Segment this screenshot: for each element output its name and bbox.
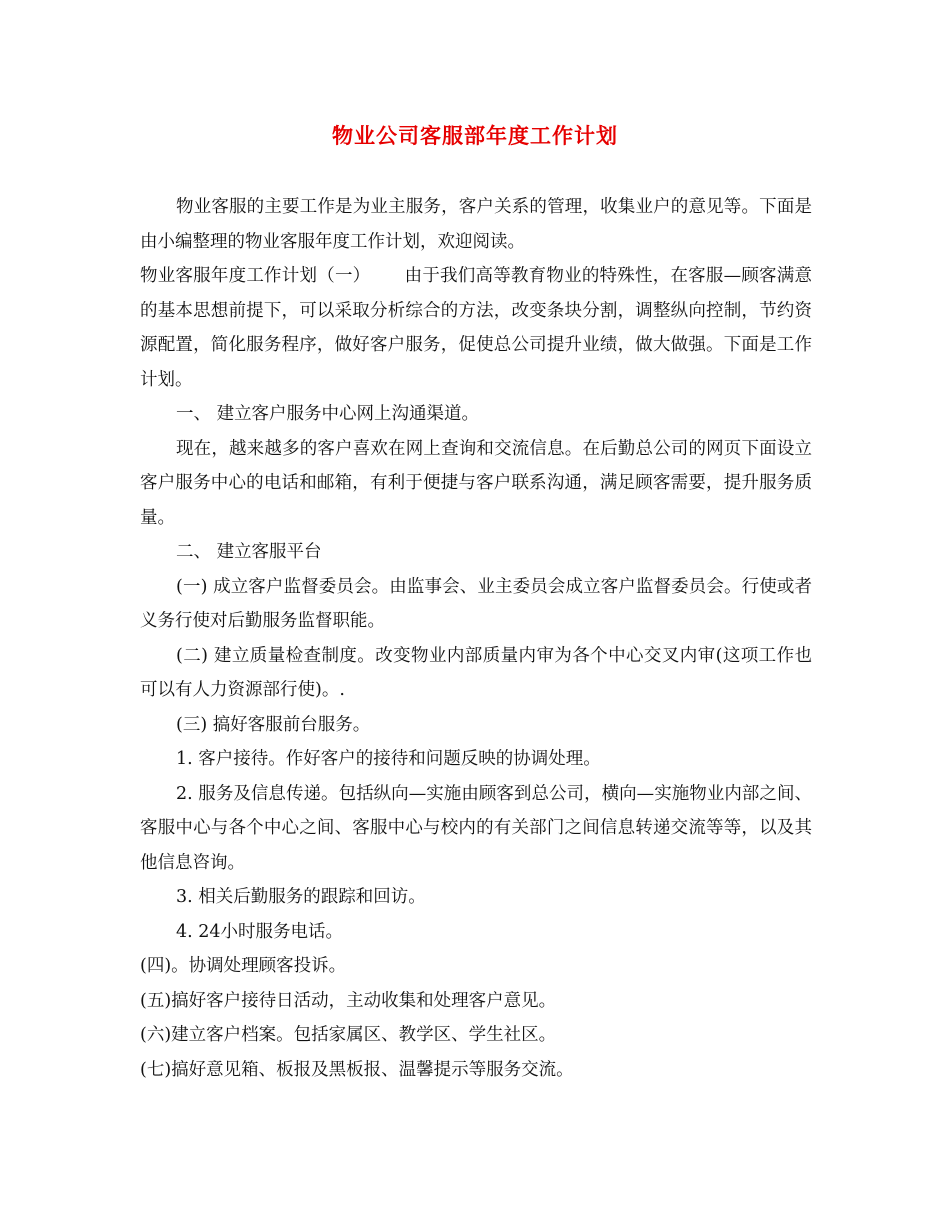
list-item: 2. 服务及信息传递。包括纵向—实施由顾客到总公司，横向—实施物业内部之间、客服中心与各个中心之间、客服中心与校内的有关部门之间信息转递交流等等，以及其他信息咨询。 (140, 783, 812, 873)
paragraph: (一) 成立客户监督委员会。由监事会、业主委员会成立客户监督委员会。行使或者义务行使对后勤服务监督职能。 (140, 576, 812, 631)
list-item: (七)搞好意见箱、板报及黑板报、温馨提示等服务交流。 (140, 1059, 574, 1080)
list-item: (四)。协调处理顾客投诉。 (140, 956, 347, 976)
list-item: 4. 24小时服务电话。 (176, 921, 344, 942)
list-item: 3. 相关后勤服务的跟踪和回访。 (176, 887, 426, 907)
paragraph-plan-intro (140, 259, 812, 397)
document-title: 物业公司客服部年度工作计划 (332, 123, 618, 148)
document-body (140, 190, 812, 1087)
paragraph: 现在，越来越多的客户喜欢在网上查询和交流信息。在后勤总公司的网页下面设立客户服务中心的电话和邮箱，有利于便捷与客户联系沟通，满足顾客需要，提升服务质量。 (140, 438, 812, 528)
paragraph-text: 由于我们高等教育物业的特殊性，在客服—顾客满意的基本思想前提下，可以采取分析综合的方法，改变条块分割，调整纵向控制，节约资源配置，简化服务程序，做好客户服务，促使总公司提升业绩，做大做强。下面是工作计划。 (140, 266, 813, 390)
section-heading: 二、 建立客服平台 (176, 542, 322, 562)
list-item: (五)搞好客户接待日活动，主动收集和处理客户意见。 (140, 990, 557, 1011)
paragraph: 物业客服的主要工作是为业主服务，客户关系的管理，收集业户的意见等。下面是由小编整理的物业客服年度工作计划，欢迎阅读。 (140, 197, 812, 252)
list-item: (六)建立客户档案。包括家属区、教学区、学生社区。 (140, 1025, 557, 1045)
section-heading: 一、 建立客户服务中心网上沟通渠道。 (176, 404, 480, 424)
list-item: 1. 客户接待。作好客户的接待和问题反映的协调处理。 (176, 749, 601, 769)
paragraph: (三) 搞好客服前台服务。 (176, 714, 371, 735)
plan-heading: 物业客服年度工作计划（一） (140, 266, 371, 286)
paragraph: (二) 建立质量检查制度。改变物业内部质量内审为各个中心交叉内审(这项工作也可以有人力资源部行使)。. (140, 645, 812, 700)
